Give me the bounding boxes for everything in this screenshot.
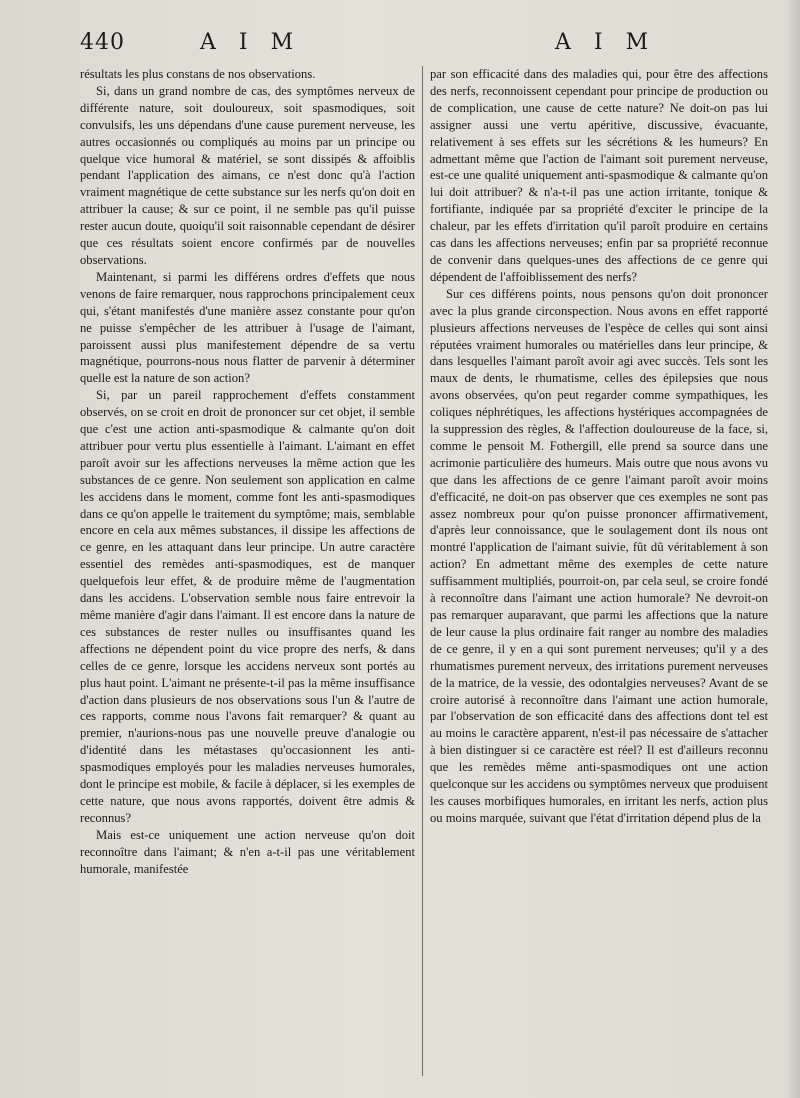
page-edge-shadow	[786, 0, 800, 1098]
paragraph: Si, par un pareil rapprochement d'effets constamment observés, on se croit en droit de prononcer sur cet objet, il semble que c'est une action anti-spasmodique & calmante qu'on doit attribuer pour vertu plus essentielle à l'aimant. L'aimant en effet paroît avoir sur les affections nerveuses la même action que les substances de ce genre. Non seulement son application en calme les accidens dans le moment, comme font les anti-spasmodiques dans ce qu'on appelle le traitement du symptôme; mais, semblable encore en cela aux mêmes substances, il dissipe les affections de ce genre, en les attaquant dans leur principe. Un autre caractère essentiel des remèdes anti-spasmodiques, est de manquer quelquefois leur effet, & de produire même de l'augmentation dans les accidens. L'observation semble nous faire entrevoir la même manière d'agir dans l'aimant. Il est encore dans la nature de ces substances de rester nulles ou insuffisantes quand les affections ne dépendent point du vice propre des nerfs, & dans celles de ce genre, lorsque les accidens nerveux sont portés au plus haut point. L'aimant ne présente-t-il pas la même insuffisance d'action dans plusieurs de nos observations sous l'un & l'autre de ces rapports, comme nous l'avons fait remarquer? & quant au premier, n'aurions-nous pas une nouvelle preuve d'analogie ou d'identité dans les métastases qu'occasionnent les anti-spasmodiques employés pour les maladies nerveuses humorales, dont le principe est mobile, & facile à déplacer, si les exemples de cette nature, que nous avons rapportés, doivent être admis & reconnus?	[80, 388, 415, 825]
paragraph: résultats les plus constans de nos observations.	[80, 67, 316, 81]
paragraph: Maintenant, si parmi les différens ordres d'effets que nous venons de faire remarquer, nous rapprochons principalement ceux qui, s'étant manifestés d'une manière assez constante pour qu'on ne puisse s'empêcher de les attribuer à l'usage de l'aimant, paroissent aussi plus manifestement dépendre de sa vertu magnétique, pourrons-nous nous flatter de parvenir à déterminer quelle est la nature de son action?	[80, 269, 415, 386]
paragraph: par son efficacité dans des maladies qui, pour être des affections des nerfs, reconnoissent cependant pour principe de production ou de complication, une cause de cette nature? Ne doit-on pas lui assigner aussi une vertu apéritive, discussive, évacuante, relativement à ses effets sur les sécrétions & les humeurs? En admettant même que l'action de l'aimant soit purement nerveuse, est-ce une qualité uniquement anti-spasmodique & calmante qu'on lui doit attribuer? & n'a-t-il pas une action irritante, tonique & fortifiante, indiquée par sa propriété d'exciter le principe de la chaleur, par les effets d'irritation qu'il paroît produire en certains cas dans les affections nerveuses; enfin par sa propriété reconnue de convenir dans quelques-unes des affections de ce genre qui dépendent de l'affoiblissement des nerfs?	[430, 67, 768, 284]
left-column	[80, 66, 415, 878]
running-head-right: A I M	[555, 30, 657, 55]
page-header	[0, 30, 800, 64]
paragraph: Mais est-ce uniquement une action nerveuse qu'on doit reconnoître dans l'aimant; & n'en a-t-il pas une véritablement humorale, manifestée	[80, 827, 415, 876]
paragraph: Sur ces différens points, nous pensons qu'on doit prononcer avec la plus grande circonspection. Nous avons en effet rapporté plusieurs affections nerveuses de l'espèce de celles qui sont ainsi réputées vraiment humorales ou matérielles dans leur principe, & dans lesquelles l'aimant paroît avoir agi avec succès. Tels sont les maux de dents, le rhumatisme, celles des épilepsies que nous avons observées, qu'on peut regarder comme sympathiques, les coliques néphrétiques, les affections hystériques accompagnées de la suppression des règles, & l'affection douloureuse de la face, si, comme le pensoit M. Fothergill, elle prend sa source dans une acrimonie particulière des humeurs. Mais outre que nous avons vu que dans les affections de ce genre l'aimant paroît avoir moins d'efficacité, ne doit-on pas observer que ces exemples ne sont pas assez nombreux pour qu'on puisse prononcer affirmativement, d'après leur connoissance, que le soulagement dont ils nous ont montré l'application de l'aimant suivie, fût dû véritablement à son action? En admettant même des exemples de cette nature suffisamment multipliés, pourroit-on, par cela seul, se croire fondé à reconnoître dans l'aimant une action humorale? Ne devroit-on pas remarquer auparavant, que parmi les affections que la nature de leur cause la plus ordinaire fait ranger au nombre des maladies de ce genre, il y en a qui sont purement nerveuses; qu'il y a des rhumatismes purement nerveux, des irritations purement nerveuses de la matrice, de la vessie, des odontalgies nerveuses? Avant de se croire autorisé à reconnoître dans l'aimant une action humorale, par l'observation de son efficacité dans des affections dont tel est au moins le caractère apparent, n'est-il pas nécessaire de s'attacher à bien distinguer si ce caractère est réel? Il est d'ailleurs reconnu que les remèdes même anti-spasmodiques ont une action quelconque sur les accidens ou symptômes nerveux que produisent les causes morbifiques humorales, en irritant les nerfs, action plus ou moins marquée, suivant que l'état d'irritation dépend plus de la	[430, 286, 768, 825]
paragraph: Si, dans un grand nombre de cas, des symptômes nerveux de différente nature, soit douloureux, soit spasmodiques, soit convulsifs, les uns dépendans d'une cause purement nerveuse, les autres occasionnés ou compliqués au moins par un principe ou quelque vice humoral & matériel, se sont dissipés & affoiblis pendant l'application des aimans, ce n'est donc qu'à l'action vraiment magnétique de cette substance sur les nerfs qu'on doit en attribuer la cause; & sur ce point, il ne semble pas qu'il puisse rester aucun doute, quoiqu'il soit raisonnable cependant de désirer que ces résultats soient encore confirmés par de nouvelles observations.	[80, 83, 415, 267]
column-divider	[422, 66, 423, 1076]
running-head-left: A I M	[200, 30, 302, 55]
right-column	[430, 66, 768, 827]
page-number: 440	[80, 30, 125, 55]
